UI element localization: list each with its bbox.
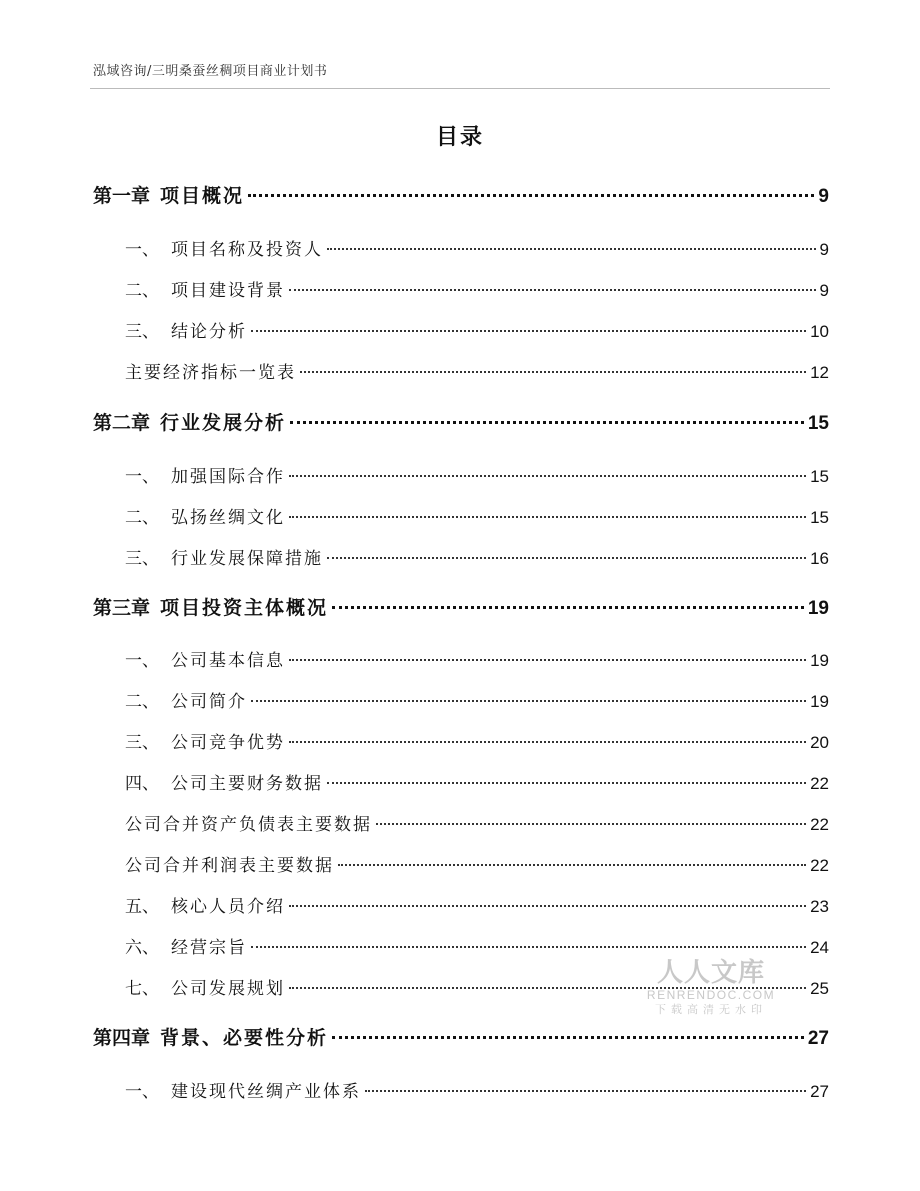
dot-leader (290, 421, 804, 424)
toc-number: 一、 (125, 651, 159, 671)
toc-label: 项目概况 (160, 185, 245, 207)
dot-leader (327, 557, 806, 559)
toc-page-number: 27 (807, 1028, 829, 1049)
toc-entry[interactable] (125, 235, 829, 260)
toc-number: 一、 (125, 240, 159, 260)
toc-page-number: 16 (810, 549, 829, 568)
toc-entry[interactable] (125, 544, 829, 569)
toc-label: 公司主要财务数据 (171, 774, 323, 794)
toc-page-number: 27 (810, 1082, 829, 1101)
dot-leader (251, 330, 806, 332)
toc-number: 第二章 (93, 412, 151, 434)
toc-entry[interactable] (125, 810, 829, 835)
toc-number: 三、 (125, 549, 159, 569)
dot-leader (376, 823, 806, 825)
toc-entry[interactable] (125, 1077, 829, 1102)
watermark-url: RENRENDOC.COM (646, 988, 776, 1002)
toc-label: 公司合并利润表主要数据 (125, 856, 334, 876)
toc-number: 第一章 (93, 185, 151, 207)
toc-entry[interactable] (125, 646, 829, 671)
toc-number: 三、 (125, 733, 159, 753)
toc-entry[interactable] (125, 728, 829, 753)
toc-page-number: 15 (810, 508, 829, 527)
toc-label: 经营宗旨 (171, 938, 247, 958)
toc-page-number: 9 (819, 240, 829, 259)
toc-number: 五、 (125, 897, 159, 917)
toc-page-number: 22 (810, 856, 829, 875)
toc-entry[interactable] (125, 462, 829, 487)
dot-leader (289, 659, 806, 661)
header-divider (90, 88, 830, 89)
toc-number: 第四章 (93, 1027, 151, 1049)
dot-leader (365, 1090, 806, 1092)
toc-label: 项目投资主体概况 (160, 597, 329, 619)
toc-entry[interactable] (125, 687, 829, 712)
watermark-slogan: 下载高清无水印 (655, 1003, 767, 1016)
toc-label: 主要经济指标一览表 (125, 363, 296, 383)
toc-chapter-4[interactable] (93, 1023, 829, 1050)
dot-leader (289, 289, 816, 291)
toc-number: 三、 (125, 322, 159, 342)
toc-entry[interactable] (125, 933, 829, 958)
toc-number: 四、 (125, 774, 159, 794)
toc-label: 项目名称及投资人 (171, 240, 323, 260)
toc-entry[interactable] (125, 769, 829, 794)
toc-number: 第三章 (93, 597, 151, 619)
dot-leader (327, 782, 806, 784)
toc-number: 一、 (125, 1082, 159, 1102)
dot-leader (248, 194, 814, 197)
toc-page-number: 9 (819, 281, 829, 300)
toc-page-number: 20 (810, 733, 829, 752)
toc-entry[interactable] (125, 276, 829, 301)
toc-number: 二、 (125, 508, 159, 528)
toc-page-number: 24 (810, 938, 829, 957)
toc-entry[interactable] (125, 503, 829, 528)
toc-entry[interactable] (125, 892, 829, 917)
toc-page-number: 19 (810, 651, 829, 670)
toc-number: 七、 (125, 979, 159, 999)
toc-label: 公司合并资产负债表主要数据 (125, 815, 372, 835)
toc-label: 公司简介 (171, 692, 247, 712)
dot-leader (289, 905, 806, 907)
dot-leader (338, 864, 806, 866)
toc-label: 弘扬丝绸文化 (171, 508, 285, 528)
page-title: 目录 (435, 125, 484, 150)
dot-leader (289, 475, 806, 477)
toc-page-number: 22 (810, 815, 829, 834)
toc-label: 背景、必要性分析 (160, 1027, 329, 1049)
toc-page-number: 23 (810, 897, 829, 916)
dot-leader (251, 700, 806, 702)
dot-leader (300, 371, 806, 373)
toc-number: 一、 (125, 467, 159, 487)
toc-page-number: 19 (807, 598, 829, 619)
toc-number: 六、 (125, 938, 159, 958)
toc-label: 核心人员介绍 (171, 897, 285, 917)
toc-chapter-3[interactable] (93, 593, 829, 620)
toc-entry[interactable] (125, 317, 829, 342)
toc-label: 公司竞争优势 (171, 733, 285, 753)
toc-page-number: 15 (810, 467, 829, 486)
toc-chapter-1[interactable] (93, 181, 829, 208)
running-header: 泓域咨询/三明桑蚕丝稠项目商业计划书 (93, 64, 328, 79)
dot-leader (332, 606, 804, 609)
toc-entry[interactable] (125, 358, 829, 383)
toc-page-number: 25 (810, 979, 829, 998)
dot-leader (332, 1036, 804, 1039)
toc-page-number: 15 (807, 413, 829, 434)
toc-number: 二、 (125, 281, 159, 301)
toc-label: 项目建设背景 (171, 281, 285, 301)
dot-leader (327, 248, 816, 250)
toc-entry[interactable] (125, 851, 829, 876)
toc-number: 二、 (125, 692, 159, 712)
dot-leader (289, 516, 806, 518)
toc-label: 行业发展保障措施 (171, 549, 323, 569)
toc-page-number: 19 (810, 692, 829, 711)
toc-page-number: 9 (818, 186, 829, 207)
toc-page-number: 10 (810, 322, 829, 341)
toc-label: 建设现代丝绸产业体系 (171, 1082, 361, 1102)
toc-label: 行业发展分析 (160, 412, 287, 434)
toc-label: 结论分析 (171, 322, 247, 342)
watermark-logo: 人人文库 (656, 958, 765, 988)
watermark (646, 958, 776, 1018)
dot-leader (251, 946, 806, 948)
toc-page-number: 22 (810, 774, 829, 793)
toc-chapter-2[interactable] (93, 408, 829, 435)
dot-leader (289, 741, 806, 743)
toc-label: 公司基本信息 (171, 651, 285, 671)
toc-label: 公司发展规划 (171, 979, 285, 999)
toc-page-number: 12 (810, 363, 829, 382)
toc-label: 加强国际合作 (171, 467, 285, 487)
